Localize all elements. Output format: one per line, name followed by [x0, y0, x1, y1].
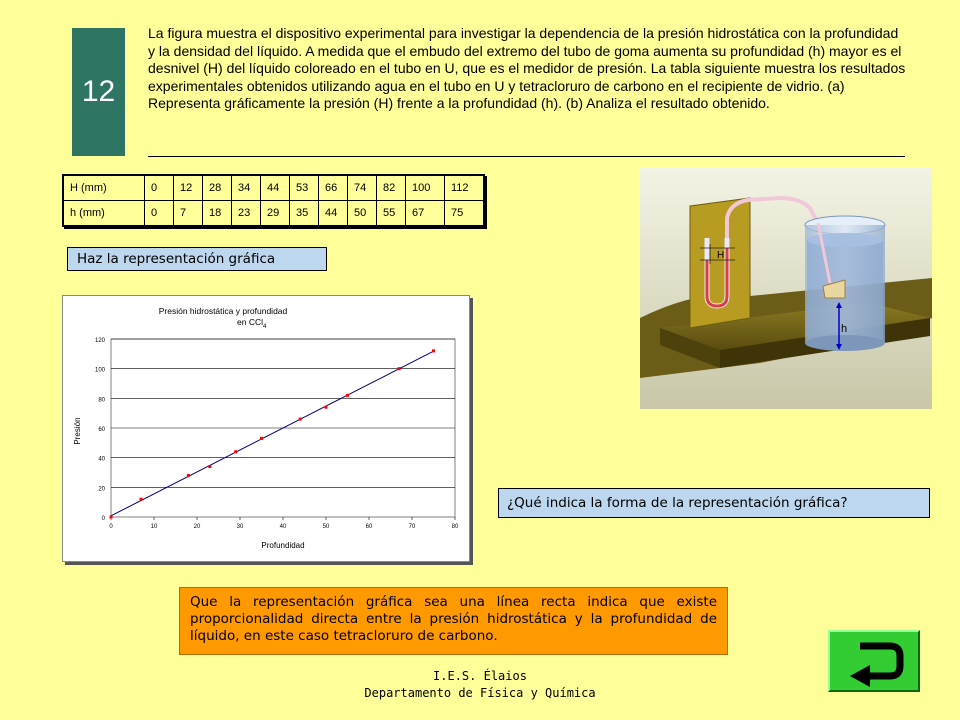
- chart-frame: [62, 295, 470, 562]
- y-tick-label: 40: [98, 456, 105, 463]
- data-point: [110, 516, 113, 519]
- row-header: H (mm): [63, 175, 145, 201]
- y-tick-label: 20: [98, 486, 105, 493]
- x-tick-label: 10: [150, 524, 158, 530]
- return-arrow-icon: [830, 632, 918, 690]
- apparatus-illustration: [640, 168, 932, 409]
- data-point: [432, 349, 435, 352]
- table-cell: 34: [232, 175, 261, 201]
- y-tick-label: 0: [101, 516, 105, 522]
- data-point: [187, 474, 190, 477]
- table-cell: 112: [445, 175, 485, 201]
- table-cell: 66: [319, 175, 348, 201]
- x-tick-label: 30: [236, 524, 244, 530]
- chart-title: Presión hidrostática y profundidad: [158, 306, 288, 316]
- y-tick-label: 120: [94, 338, 105, 344]
- table-cell: 35: [290, 201, 319, 227]
- table-cell: 44: [319, 201, 348, 227]
- data-point: [299, 418, 302, 421]
- data-point: [208, 465, 211, 468]
- table-cell: 28: [203, 175, 232, 201]
- answer-box: Que la representación gráfica sea una línea recta indica que existe proporcionalidad directa entre la presión hidrostática y la profundidad de líquido, en este caso tetracloruro de carbono.: [179, 587, 728, 655]
- x-tick-label: 0: [109, 524, 113, 530]
- back-button[interactable]: [828, 630, 920, 692]
- x-tick-label: 20: [193, 524, 201, 530]
- divider: [148, 156, 905, 157]
- y-tick-label: 80: [98, 397, 105, 404]
- table-cell: 53: [290, 175, 319, 201]
- table-row: [63, 175, 484, 201]
- table-cell: 67: [406, 201, 445, 227]
- school-name: I.E.S. Élaios: [433, 669, 527, 683]
- table-cell: 74: [348, 175, 377, 201]
- y-axis-label: Presión: [73, 417, 82, 445]
- data-point: [325, 406, 328, 409]
- x-tick-label: 50: [322, 524, 330, 530]
- data-point: [346, 394, 349, 397]
- pressure-depth-chart: [63, 296, 469, 561]
- y-tick-label: 100: [94, 367, 105, 374]
- footer: [340, 668, 620, 702]
- question-box: ¿Qué indica la forma de la representación gráfica?: [498, 488, 930, 518]
- apparatus-photo: [640, 168, 932, 409]
- chart-subtitle: en CCl: [237, 317, 263, 327]
- table-cell: 75: [445, 201, 485, 227]
- data-table: [62, 174, 485, 227]
- data-point: [398, 367, 401, 370]
- table-cell: 55: [377, 201, 406, 227]
- table-cell: 50: [348, 201, 377, 227]
- data-point: [140, 498, 143, 501]
- x-tick-label: 40: [279, 524, 287, 530]
- department-name: Departamento de Física y Química: [364, 686, 596, 700]
- table-cell: 7: [174, 201, 203, 227]
- table-cell: 18: [203, 201, 232, 227]
- chart-subtitle-subscript: 4: [263, 324, 267, 330]
- x-tick-label: 80: [451, 524, 459, 530]
- table-cell: 100: [406, 175, 445, 201]
- table-cell: 23: [232, 201, 261, 227]
- table-cell: 29: [261, 201, 290, 227]
- table-row: [63, 201, 484, 227]
- x-tick-label: 60: [365, 524, 373, 530]
- table-cell: 0: [145, 175, 174, 201]
- data-point: [234, 450, 237, 453]
- x-axis-label: Profundidad: [261, 541, 305, 550]
- table-cell: 12: [174, 175, 203, 201]
- table-cell: 0: [145, 201, 174, 227]
- label-H: H: [717, 250, 725, 261]
- graph-button[interactable]: Haz la representación gráfica: [67, 247, 327, 271]
- table-cell: 44: [261, 175, 290, 201]
- exercise-number: 12: [72, 28, 125, 156]
- x-tick-label: 70: [408, 524, 416, 530]
- y-tick-label: 60: [98, 427, 105, 433]
- label-h: h: [841, 323, 848, 335]
- table-cell: 82: [377, 175, 406, 201]
- data-point: [260, 437, 263, 440]
- row-header: h (mm): [63, 201, 145, 227]
- intro-paragraph: La figura muestra el dispositivo experimental para investigar la dependencia de la presión hidrostática con la profundidad y la densidad del líquido. A medida que el embudo del extremo del tubo de goma aumenta su profundidad (h) mayor es el desnivel (H) del líquido coloreado en el tubo en U, que es el medidor de presión. La tabla siguiente muestra los resultados experimentales obtenidos utilizando agua en el tubo en U y tetracloruro de carbono en el recipiente de vidrio. (a) Representa gráficamente la presión (H) frente a la profundidad (h). (b) Analiza el resultado obtenido.: [148, 25, 906, 112]
